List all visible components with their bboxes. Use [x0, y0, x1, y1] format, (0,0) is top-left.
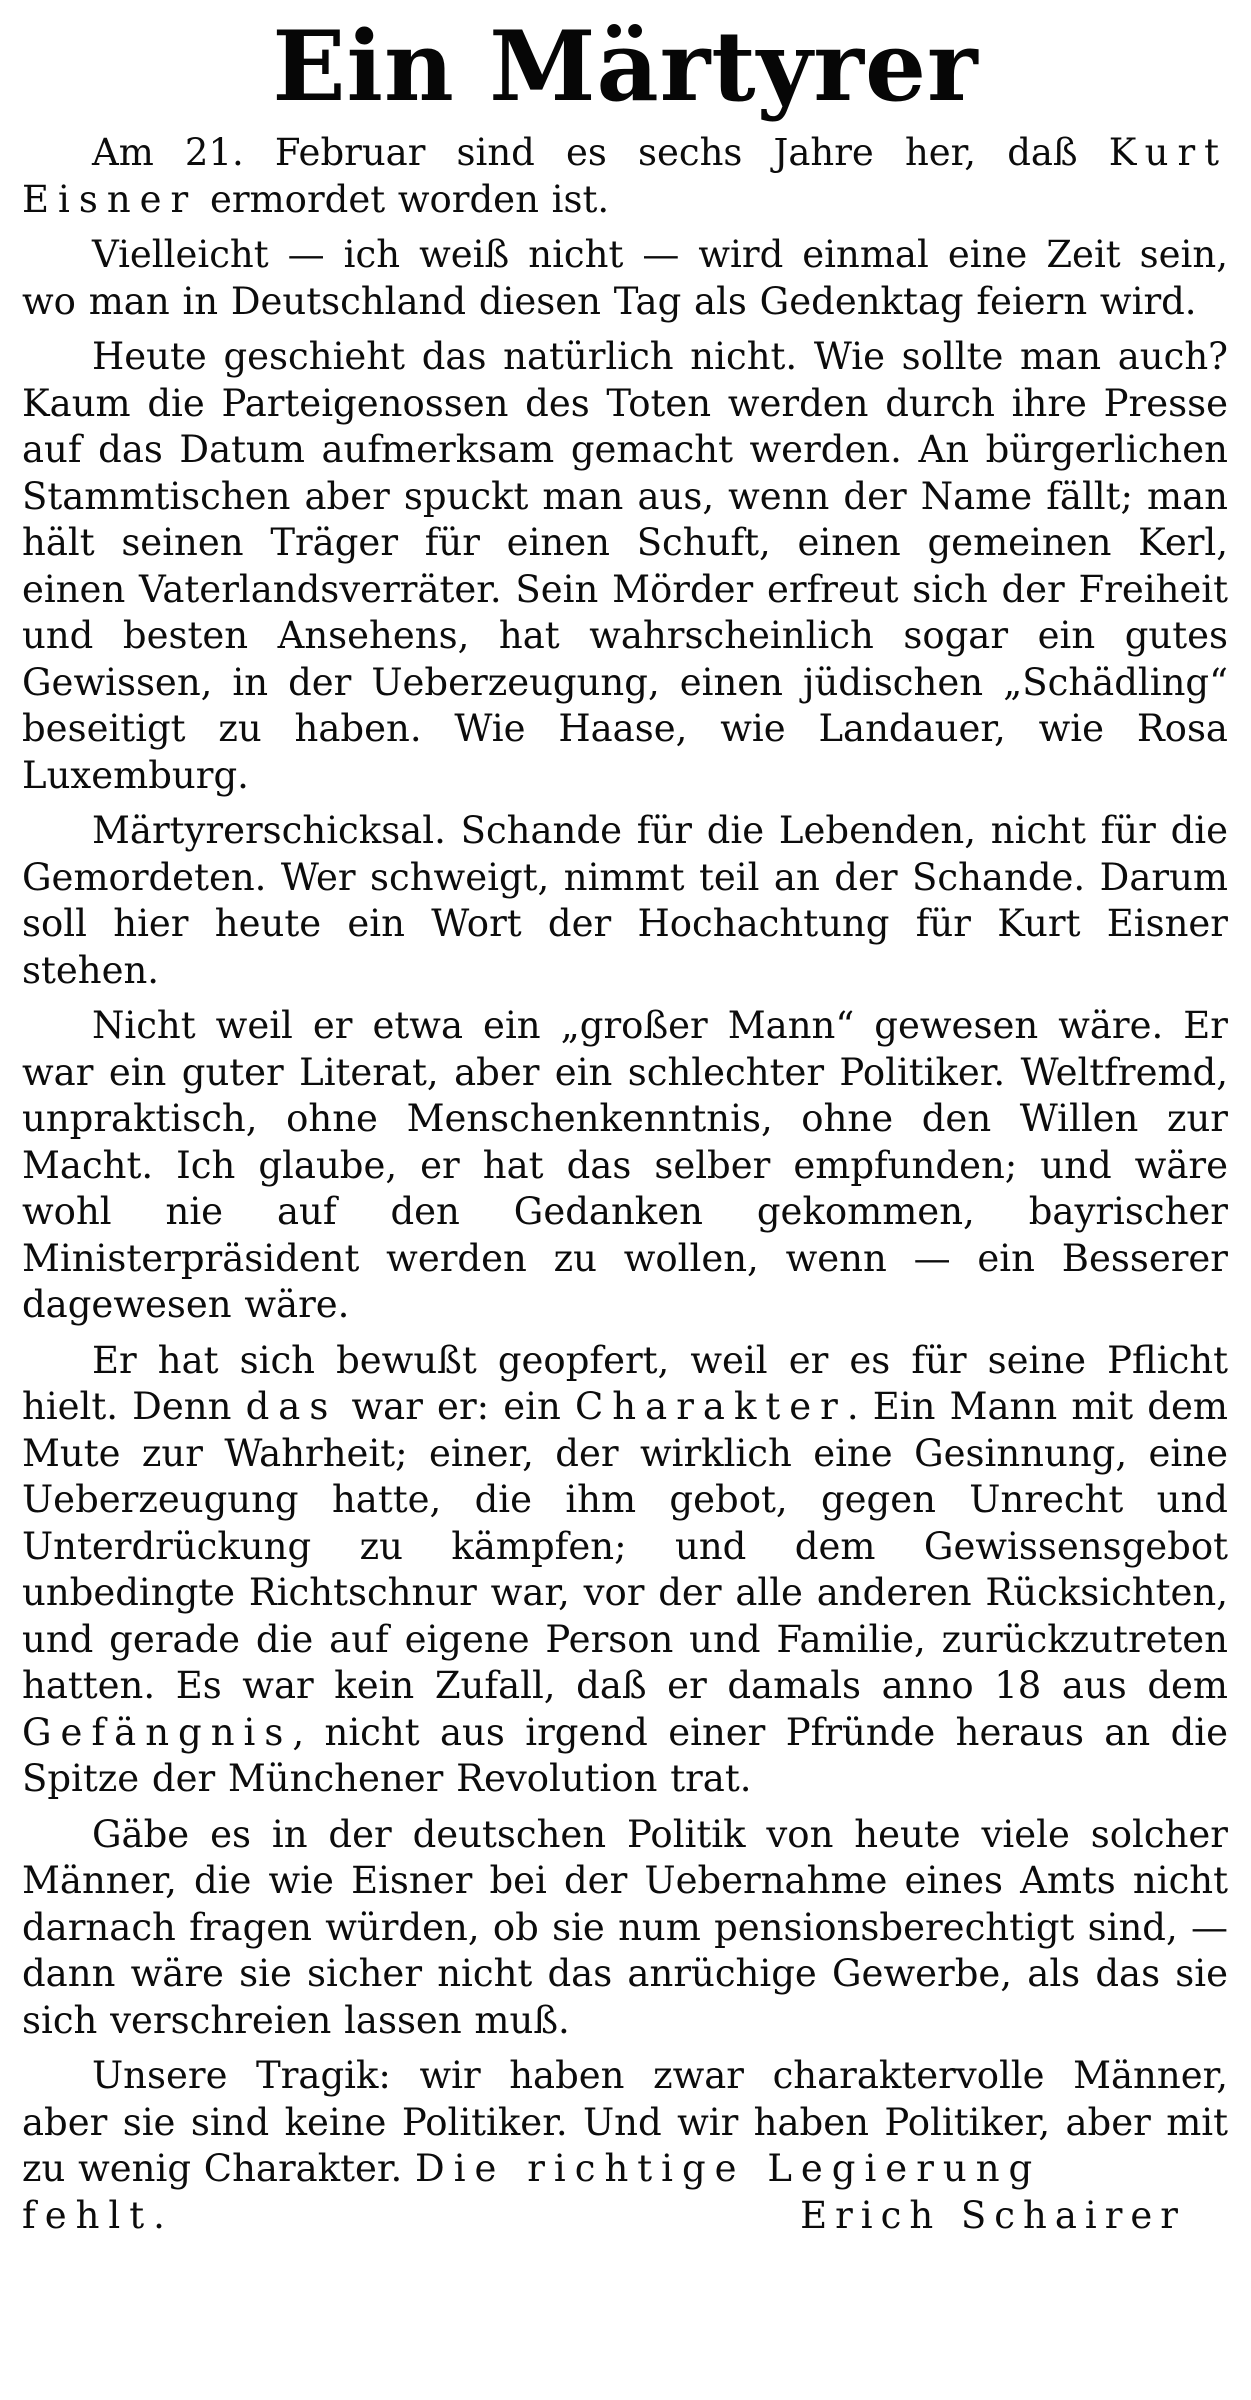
paragraph-4: Märtyrerschicksal. Schande für die Lebenden, nicht für die Gemordeten. Wer schweigt, nimmt teil an der Schande. Darum soll hier heute ein Wort der Hochachtung für Kurt Eisner stehen. — [22, 809, 1228, 992]
article-body — [22, 130, 1228, 2240]
paragraph-6: Er hat sich bewußt geopfert, weil er es für seine Pflicht hielt. Denn das war er: ein Charakter. Ein Mann mit dem Mute zur Wahrheit; einer, der wirklich eine Gesinnung, eine Ueberzeugung hatte, die ihm gebot, gegen Unrecht und Unterdrückung zu kämpfen; und dem Gewissensgebot unbedingte Richtschnur war, vor der alle anderen Rücksichten, und gerade die auf eigene Person und Familie, zurückzutreten hatten. Es war kein Zufall, daß er damals anno 18 aus dem Gefängnis, nicht aus irgend einer Pfründe heraus an die Spitze der Münchener Revolution trat. — [22, 1338, 1228, 1800]
spaced-emphasis: das — [245, 1385, 338, 1428]
article-title: Ein Märtyrer — [272, 10, 979, 123]
paragraph-7: Gäbe es in der deutschen Politik von heute viele solcher Männer, die wie Eisner bei der Uebernahme eines Amts nicht darnach fragen würden, ob sie num pensionsberechtigt sind, — dann wäre sie sicher nicht das anrüchige Gewerbe, als das sie sich verschreien lassen muß. — [22, 1812, 1228, 2042]
spaced-emphasis: Kurt Eisner — [22, 131, 1228, 221]
closing-word: fehlt. — [22, 2193, 174, 2237]
spaced-emphasis: Charakter — [575, 1385, 847, 1428]
spaced-emphasis: Die richtige Legierung — [415, 2147, 1042, 2190]
paragraph-2: Vielleicht — ich weiß nicht — wird einmal eine Zeit sein, wo man in Deutschland diesen Tag als Gedenktag feiern wird. — [22, 233, 1228, 323]
paragraph-5: Nicht weil er etwa ein „großer Mann“ gewesen wäre. Er war ein guter Literat, aber ein schlechter Politiker. Weltfremd, unpraktisch, ohne Menschenkenntnis, ohne den Willen zur Macht. Ich glaube, er hat das selber empfunden; und wäre wohl nie auf den Gedanken gekommen, bayrischer Ministerpräsident werden zu wollen, wenn — ein Besserer dagewesen wäre. — [22, 1004, 1228, 1326]
author-signature: Erich Schairer — [800, 2193, 1186, 2237]
paragraph-8: Unsere Tragik: wir haben zwar charaktervolle Männer, aber sie sind keine Politiker. Und wir haben Politiker, aber mit zu wenig Charakter. Die richtige Legierung — [22, 2054, 1228, 2190]
paragraph-3: Heute geschieht das natürlich nicht. Wie sollte man auch? Kaum die Parteigenossen des Toten werden durch ihre Presse auf das Datum aufmerksam gemacht werden. An bürgerlichen Stammtischen aber spuckt man aus, wenn der Name fällt; man hält seinen Träger für einen Schuft, einen gemeinen Kerl, einen Vaterlandsverräter. Sein Mörder erfreut sich der Freiheit und besten Ansehens, hat wahrscheinlich sogar ein gutes Gewissen, in der Ueberzeugung, einen jüdischen „Schädling“ beseitigt zu haben. Wie Haase, wie Landauer, wie Rosa Luxemburg. — [22, 335, 1228, 797]
closing-line — [22, 2193, 1228, 2240]
spaced-emphasis: Gefängnis — [22, 1710, 293, 1754]
paragraph-1: Am 21. Februar sind es sechs Jahre her, daß Kurt Eisner ermordet worden ist. — [22, 131, 1228, 221]
